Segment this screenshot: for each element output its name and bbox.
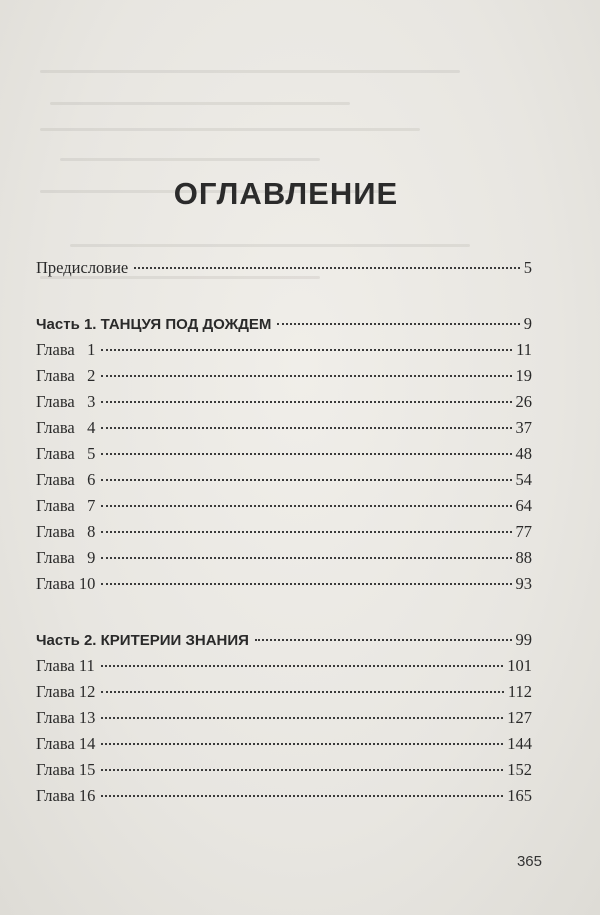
dot-leader [101, 479, 511, 481]
toc-entry-label: Глава 12 [36, 682, 96, 701]
toc-entry-label: Глава 15 [36, 760, 96, 779]
toc-entry-label: Глава 3 [36, 392, 96, 411]
toc-entry-chapter-4[interactable] [36, 418, 532, 440]
toc-entry-chapter-13[interactable] [36, 708, 532, 730]
toc-entry-page: 19 [515, 366, 532, 385]
toc-entry-chapter-16[interactable] [36, 786, 532, 808]
toc-entry-label: Глава 1 [36, 340, 96, 359]
toc-entry-chapter-3[interactable] [36, 392, 532, 414]
dot-leader [101, 717, 503, 719]
dot-leader [101, 795, 503, 797]
toc-entry-page: 48 [515, 444, 532, 463]
dot-leader [101, 743, 503, 745]
toc-entry-chapter-14[interactable] [36, 734, 532, 756]
toc-entry-part-1[interactable] [36, 314, 532, 336]
dot-leader [101, 583, 511, 585]
dot-leader [101, 531, 511, 533]
toc-entry-page: 165 [507, 786, 532, 805]
toc-entry-label: Глава 8 [36, 522, 96, 541]
toc-entry-page: 11 [516, 340, 532, 359]
toc-entry-page: 101 [507, 656, 532, 675]
toc-entry-page: 152 [507, 760, 532, 779]
toc-entry-chapter-7[interactable] [36, 496, 532, 518]
toc-entry-label: Глава 16 [36, 786, 96, 805]
toc-entry-page: 5 [523, 258, 532, 277]
toc-entry-chapter-15[interactable] [36, 760, 532, 782]
toc-entry-chapter-11[interactable] [36, 656, 532, 678]
dot-leader [101, 505, 511, 507]
toc-entry-page: 99 [515, 630, 532, 649]
toc-entry-chapter-10[interactable] [36, 574, 532, 596]
toc-entry-chapter-12[interactable] [36, 682, 532, 704]
dot-leader [101, 691, 503, 693]
toc-entry-page: 54 [515, 470, 532, 489]
toc-entry-label: Глава 9 [36, 548, 96, 567]
toc-entry-chapter-8[interactable] [36, 522, 532, 544]
toc-entry-page: 127 [507, 708, 532, 727]
dot-leader [277, 323, 519, 325]
page-number: 365 [516, 853, 542, 870]
toc-entry-label: Глава 4 [36, 418, 96, 437]
toc-entry-label: Глава 14 [36, 734, 96, 753]
toc-entry-page: 93 [515, 574, 532, 593]
toc-entry-page: 112 [507, 682, 532, 701]
toc-entry-label: Глава 7 [36, 496, 96, 515]
dot-leader [101, 375, 511, 377]
toc-entry-label: Глава 11 [36, 656, 95, 675]
toc-entry-label: Глава 13 [36, 708, 96, 727]
dot-leader [101, 401, 511, 403]
dot-leader [255, 639, 512, 641]
toc-entry-chapter-1[interactable] [36, 340, 532, 362]
dot-leader [134, 267, 520, 269]
toc-entry-preface[interactable] [36, 258, 532, 280]
dot-leader [101, 665, 503, 667]
toc-entry-label: Глава 2 [36, 366, 96, 385]
toc-entry-page: 9 [523, 314, 532, 333]
toc-entry-chapter-6[interactable] [36, 470, 532, 492]
toc-entry-label: Глава 10 [36, 574, 96, 593]
toc-entry-chapter-5[interactable] [36, 444, 532, 466]
dot-leader [101, 427, 511, 429]
toc-entry-label: Предисловие [36, 258, 129, 277]
toc-entry-label: Глава 6 [36, 470, 96, 489]
toc-entry-page: 26 [515, 392, 532, 411]
toc-entry-label: Часть 2. КРИТЕРИИ ЗНАНИЯ [36, 632, 249, 649]
dot-leader [101, 557, 511, 559]
toc-entry-label: Глава 5 [36, 444, 96, 463]
toc-entry-label: Часть 1. ТАНЦУЯ ПОД ДОЖДЕМ [36, 316, 272, 333]
toc-entry-page: 64 [515, 496, 532, 515]
dot-leader [101, 453, 511, 455]
toc-entry-page: 37 [515, 418, 532, 437]
dot-leader [101, 769, 503, 771]
toc-title: ОГЛАВЛЕНИЕ [173, 176, 399, 211]
toc-entry-chapter-2[interactable] [36, 366, 532, 388]
toc-entry-part-2[interactable] [36, 630, 532, 652]
toc-entry-chapter-9[interactable] [36, 548, 532, 570]
toc-entry-page: 144 [507, 734, 532, 753]
dot-leader [101, 349, 512, 351]
toc-entry-page: 77 [515, 522, 532, 541]
toc-entry-page: 88 [515, 548, 532, 567]
